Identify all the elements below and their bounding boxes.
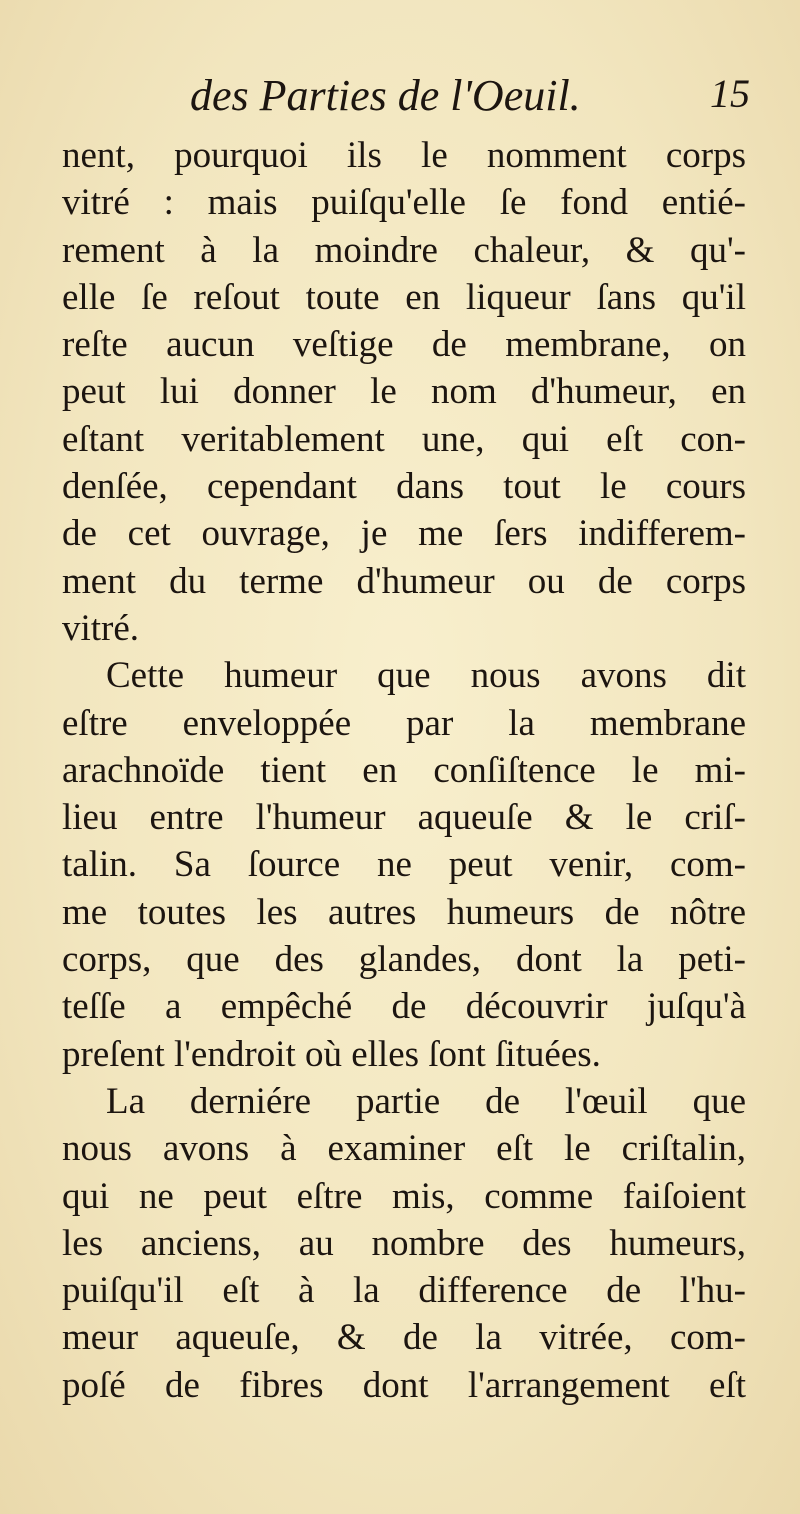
text-line: preſent l'endroit où elles ſont ſituées. (62, 1033, 601, 1075)
text-line: elle ſe reſout toute en liqueur ſans qu'il (62, 276, 746, 318)
paragraph-start-line: La derniére partie de l'œuil que (106, 1080, 746, 1122)
text-line: nous avons à examiner eſt le criſtalin, (62, 1128, 746, 1170)
text-line: corps, que des glandes, dont la peti- (62, 939, 746, 981)
text-line: de cet ouvrage, je me ſers indifferem- (62, 513, 746, 555)
text-line: eſtre enveloppée par la membrane (62, 702, 746, 744)
text-line: poſé de fibres dont l'arrangement eſt (62, 1364, 746, 1406)
text-line: les anciens, au nombre des humeurs, (62, 1222, 746, 1264)
running-title: des Parties de l'Oeuil. (190, 71, 581, 120)
text-line: denſée, cependant dans tout le cours (62, 466, 746, 508)
text-line: reſte aucun veſtige de membrane, on (62, 324, 746, 366)
text-line: talin. Sa ſource ne peut venir, com- (62, 844, 746, 886)
page-number: 15 (710, 71, 750, 116)
text-line: qui ne peut eſtre mis, comme faiſoient (62, 1175, 746, 1217)
text-line: puiſqu'il eſt à la difference de l'hu- (62, 1270, 746, 1312)
text-line: teſſe a empêché de découvrir juſqu'à (62, 986, 746, 1028)
text-line: peut lui donner le nom d'humeur, en (62, 371, 746, 413)
paragraph-start-line: Cette humeur que nous avons dit (106, 655, 746, 697)
text-line: arachnoïde tient en conſiſtence le mi- (62, 749, 746, 791)
text-line: eſtant veritablement une, qui eſt con- (62, 418, 746, 460)
text-line: rement à la moindre chaleur, & qu'- (62, 229, 746, 271)
text-line: vitré : mais puiſqu'elle ſe fond entié- (62, 182, 746, 224)
body-text (62, 132, 746, 1409)
text-line: nent, pourquoi ils le nomment corps (62, 135, 746, 176)
page-header (190, 70, 750, 134)
text-line: vitré. (62, 607, 140, 649)
text-line: me toutes les autres humeurs de nôtre (62, 891, 746, 933)
text-line: meur aqueuſe, & de la vitrée, com- (62, 1317, 746, 1359)
text-line: ment du terme d'humeur ou de corps (62, 560, 746, 602)
text-line: lieu entre l'humeur aqueuſe & le criſ- (62, 797, 746, 839)
